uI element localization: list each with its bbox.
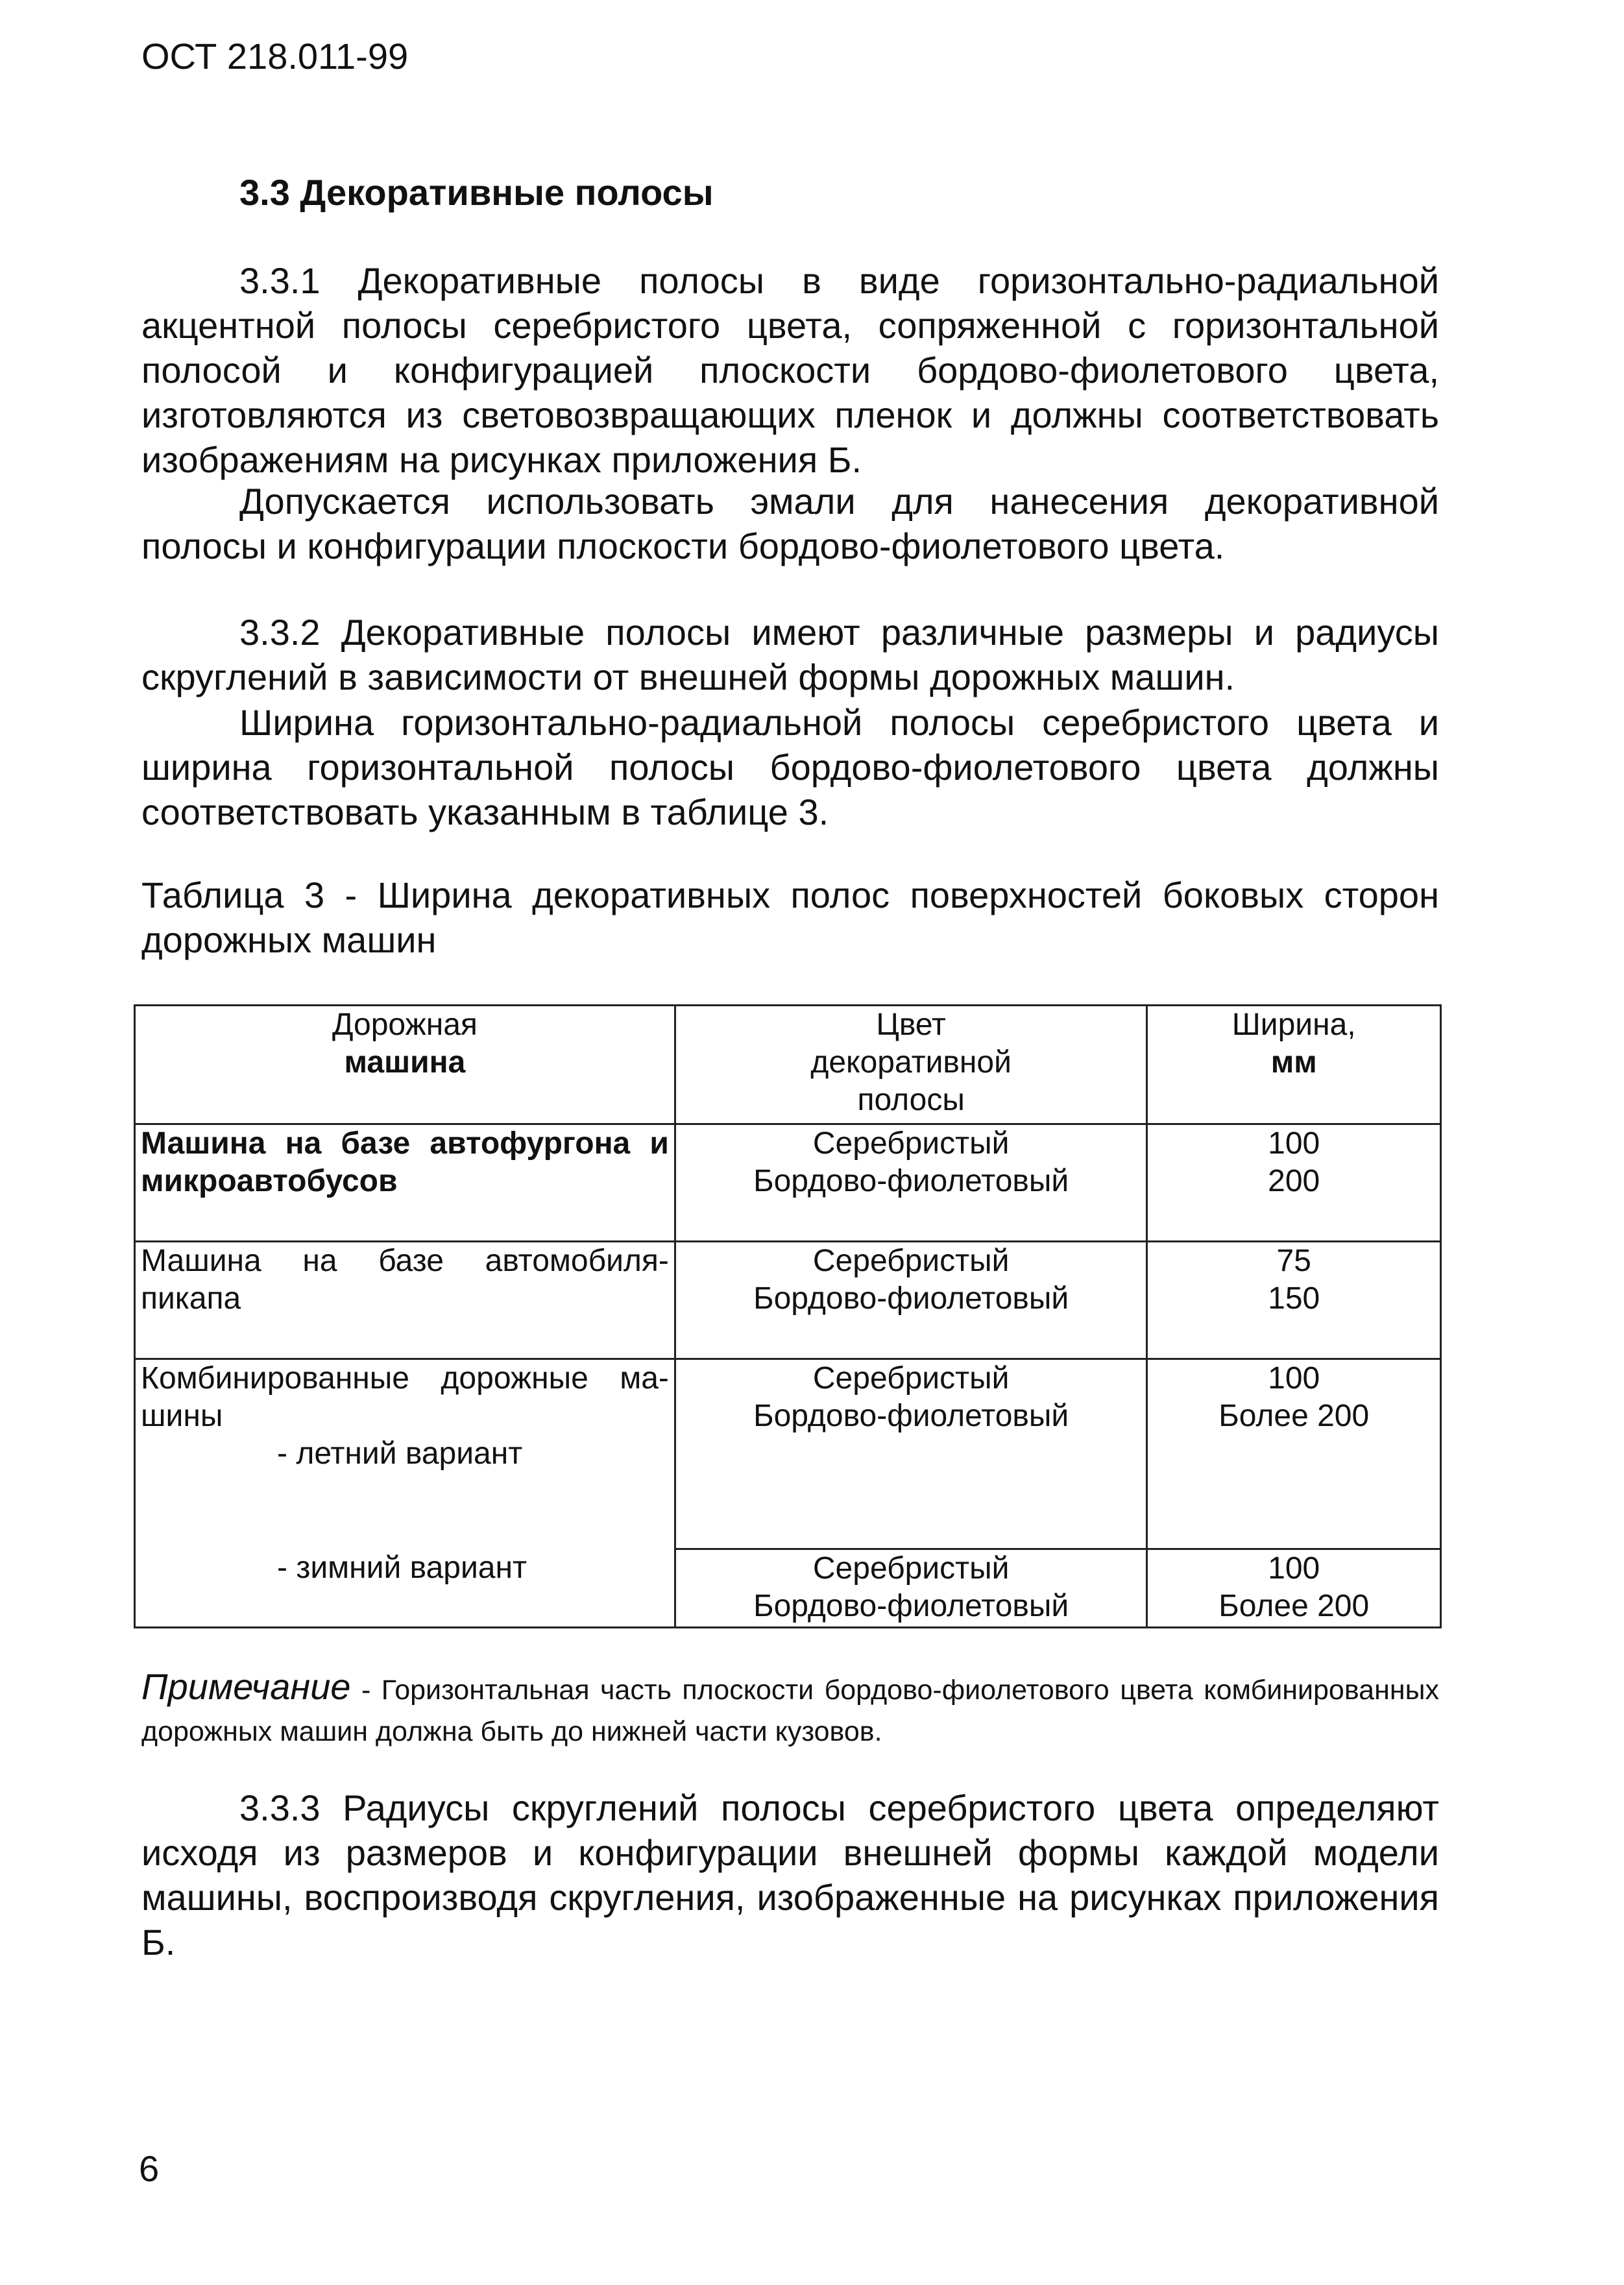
- table-3: [134, 1004, 1442, 1628]
- variant-text: - зимний вариант: [277, 1551, 527, 1585]
- header-text: мм: [1270, 1045, 1317, 1080]
- color-cell: [675, 1359, 1147, 1549]
- paragraph-3-3-1-enamel: Допускается использовать эмали для нанесения декоративной полосы и конфигурации плоскости бордово-фиолетового цвета.: [141, 481, 1439, 566]
- color-cell: [675, 1242, 1147, 1359]
- table-row: [135, 1124, 1441, 1242]
- header-machine: [135, 1006, 675, 1124]
- section-title: 3.3 Декоративные полосы: [239, 172, 714, 213]
- header-text: полосы: [857, 1083, 965, 1117]
- machine-text: шины: [141, 1399, 223, 1433]
- width-cell: [1147, 1359, 1441, 1549]
- machine-text: Комбинированные дорожные ма-: [141, 1361, 669, 1396]
- color-text: Бордово-фиолетовый: [753, 1281, 1069, 1316]
- color-cell: [675, 1124, 1147, 1242]
- variant-text: - летний вариант: [277, 1436, 523, 1471]
- page-number: 6: [139, 2148, 160, 2189]
- machine-text: пикапа: [141, 1281, 241, 1316]
- width-value: 100: [1268, 1126, 1320, 1161]
- width-cell: [1147, 1124, 1441, 1242]
- color-text: Бордово-фиолетовый: [753, 1589, 1069, 1623]
- machine-cell: [135, 1242, 675, 1359]
- document-code: ОСТ 218.011-99: [141, 36, 409, 77]
- color-text: Серебристый: [812, 1551, 1010, 1586]
- paragraph-3-3-2: 3.3.2 Декоративные полосы имеют различные размеры и радиусы скруглений в зависимости от внешней формы дорожных машин.: [141, 612, 1439, 697]
- note-text: - Горизонтальная часть плоскости бордово-фиолетового цвета комбинированных дорожных машин должна быть до нижней части кузовов.: [141, 1674, 1439, 1747]
- color-text: Серебристый: [812, 1126, 1010, 1161]
- color-text: Бордово-фиолетовый: [753, 1399, 1069, 1433]
- width-value: 200: [1268, 1164, 1320, 1198]
- color-text: Серебристый: [812, 1361, 1010, 1396]
- paragraph-3-3-2-width: Ширина горизонтально-радиальной полосы серебристого цвета и ширина горизонтальной полосы бордово-фиолетового цвета должны соответствовать указанным в таблице 3.: [141, 702, 1439, 832]
- width-cell: [1147, 1242, 1441, 1359]
- header-text: Ширина,: [1231, 1008, 1356, 1042]
- paragraph-3-3-3: 3.3.3 Радиусы скруглений полосы серебристого цвета определяют исходя из размеров и конфигурации внешней формы каждой модели машины, воспроизводя скругления, изображенные на рисунках приложения Б.: [141, 1787, 1439, 1963]
- machine-text: Машина на базе автофургона и: [141, 1126, 669, 1161]
- width-value: 75: [1276, 1244, 1311, 1278]
- machine-text: Машина на базе автомобиля-: [141, 1244, 669, 1278]
- header-text: Цвет: [876, 1008, 946, 1042]
- width-value: Более 200: [1218, 1589, 1370, 1623]
- width-value: Более 200: [1218, 1399, 1370, 1433]
- color-text: Бордово-фиолетовый: [753, 1164, 1069, 1198]
- header-text: машина: [344, 1045, 466, 1080]
- paragraph-3-3-1: 3.3.1 Декоративные полосы в виде горизонтально-радиальной акцентной полосы серебристого цвета, сопряженной с горизонтальной полосой и конфигурацией плоскости бордово-фиолетового цвета, изготовляются из световозвращающих пленок и должны соответствовать изображениям на рисунках приложения Б.: [141, 260, 1439, 480]
- machine-cell: [135, 1124, 675, 1242]
- machine-text: микроавтобусов: [141, 1164, 398, 1198]
- table-row: [135, 1359, 1441, 1549]
- header-color: [675, 1006, 1147, 1124]
- color-cell: [675, 1549, 1147, 1628]
- table-note: [141, 1666, 1439, 1752]
- width-cell: [1147, 1549, 1441, 1628]
- header-width: [1147, 1006, 1441, 1124]
- header-text: Дорожная: [332, 1008, 478, 1042]
- machine-cell: [135, 1359, 675, 1628]
- width-value: 150: [1268, 1281, 1320, 1316]
- table-row: [135, 1242, 1441, 1359]
- table-caption: Таблица 3 - Ширина декоративных полос поверхностей боковых сторон дорожных машин: [141, 875, 1439, 960]
- table-header-row: [135, 1006, 1441, 1124]
- color-text: Серебристый: [812, 1244, 1010, 1278]
- width-value: 100: [1268, 1551, 1320, 1586]
- note-label: Примечание: [141, 1666, 351, 1707]
- header-text: декоративной: [810, 1045, 1012, 1080]
- width-value: 100: [1268, 1361, 1320, 1396]
